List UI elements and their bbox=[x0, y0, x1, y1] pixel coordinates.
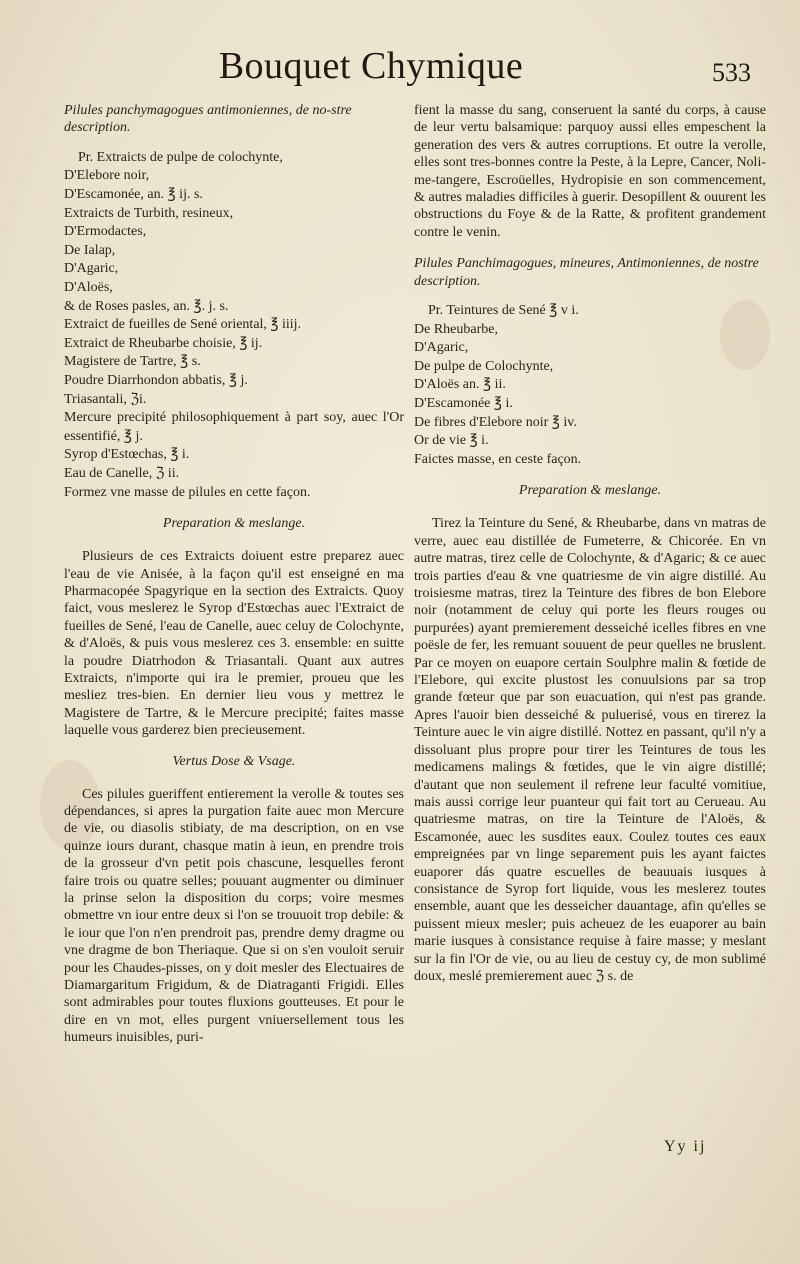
section-title: Pilules panchymagogues antimoniennes, de no-stre description. bbox=[64, 103, 352, 136]
ingredient-item: D'Elebore noir, bbox=[64, 168, 150, 184]
ingredient-item: D'Aloës, bbox=[64, 279, 113, 295]
ingredient-item: Faictes masse, en ceste façon. bbox=[414, 451, 582, 467]
ingredient-list bbox=[414, 321, 766, 470]
ingredient-item: & de Roses pasles, an. ℥. j. s. bbox=[64, 298, 229, 314]
ingredient-item: Magistere de Tartre, ℥ s. bbox=[64, 354, 201, 370]
ingredient-item: De Rheubarbe, bbox=[414, 321, 498, 337]
subheading-virtues: Vertus Dose & Vsage. bbox=[172, 753, 296, 769]
preparation-text: Plusieurs de ces Extraicts doiuent estre preparez auec l'eau de vie Anisée, à la façon qu'il est enseigné en ma Pharmacopée Spagyrique en la section des Extraicts. Quoy faict, vous meslerez le Syrop d'Estœchas auec l'Extraict de fueilles de Sené, l'eau de Canelle, auec celuy de Colochynte, & d'Aloës, & puis vous meslerez ces 3. ensemble: en suitte la poudre Diatrhodon & Triasantali. Quant aux autres Extraicts, n'importe qui ira le premier, proueu que les mesliez tres-bien. En dernier lieu vous y mettrez le Magistere de Tartre, & le Mercure precipité; faites masse laquelle vous garderez bien precieusement. bbox=[64, 549, 404, 739]
spacer bbox=[414, 241, 766, 255]
page-number: 533 bbox=[712, 58, 751, 87]
ingredient-item: Extraict de fueilles de Sené oriental, ℥ iiij. bbox=[64, 317, 302, 333]
subheading-preparation: Preparation & meslange. bbox=[162, 516, 306, 532]
ingredient-item: Or de vie ℥ i. bbox=[414, 433, 489, 449]
section-title: Pilules Panchimagogues, mineures, Antimoniennes, de nostre description. bbox=[414, 256, 759, 289]
virtues-text: Ces pilules gueriffent entierement la verolle & toutes ses dépendances, si apres la purgation faite auec mon Mercure de vie, ou diasolis stibiaty, de ma description, on en vse quinze iours durant, chasque matin à ieun, en prendre trois de la grosseur d'vn petit pois chascune, lesquelles feront faire trois ou quatre selles; pouuant augmenter ou diminuer la prinse selon la disposition du corps; voire mesmes obmettre vn iour entre deux si l'on se trouuoit trop debile: & le iour que l'on n'en prendroit pas, prendre demy dragme ou vne dragme de bon Theriaque. Que si on s'en vouloit seruir pour les Chaudes-pisses, on y doit mesler des Electuaires de Diamargaritum Frigidum, & de Diatraganti Frigidi. Elles sont admirables pour toutes fluxions goutteuses. Et pour le dire en vn mot, elles purgent vniuersellement tous les humeurs inuisibles, puri- bbox=[64, 786, 404, 1046]
recipe-closing: Formez vne masse de pilules en cette façon. bbox=[64, 484, 311, 500]
ingredient-list bbox=[64, 167, 404, 483]
continuation-text: fient la masse du sang, conseruent la santé du corps, à cause de leur vertu balsamique: parquoy aussi elles empeschent la generation des vers & autres corruptions. Et outre la verolle, elles sont tres-bonnes contre la Peste, à la Lepre, Cancer, Noli-me-tangere, Escroüelles, Hydropisie en son commencement, & autres maladies difficiles à guerir. Desopillent & ouurent les obstructions du Foye & de la Ratte, & profitent grandement contre le venin. bbox=[414, 103, 766, 240]
ingredient-item: Poudre Diarrhondon abbatis, ℥ j. bbox=[64, 372, 248, 388]
right-column bbox=[414, 102, 766, 985]
ingredient-item: D'Escamonée ℥ i. bbox=[414, 396, 513, 412]
recipe-intro: Pr. Extraicts de pulpe de colochynte, bbox=[78, 149, 283, 165]
ingredient-item: D'Aloës an. ℥ ii. bbox=[414, 377, 506, 393]
ingredient-item: De Ialap, bbox=[64, 242, 116, 258]
ingredient-item: Extraict de Rheubarbe choisie, ℥ ij. bbox=[64, 335, 263, 351]
ingredient-item: D'Agaric, bbox=[414, 340, 469, 356]
left-column bbox=[64, 102, 404, 1047]
recipe-intro: Pr. Teintures de Sené ℥ v i. bbox=[428, 303, 579, 319]
ingredient-item: De fibres d'Elebore noir ℥ iv. bbox=[414, 414, 577, 430]
ingredient-item: Extraicts de Turbith, resineux, bbox=[64, 205, 234, 221]
ingredient-item: D'Escamonée, an. ℥ ij. s. bbox=[64, 187, 203, 202]
ingredient-item: Mercure precipité philosophiquement à part soy, auec l'Or essentifié, ℥ j. bbox=[64, 410, 404, 444]
ingredient-item: De pulpe de Colochynte, bbox=[414, 358, 554, 374]
signature-mark: Yy ij bbox=[664, 1138, 707, 1155]
ingredient-item: D'Agaric, bbox=[64, 261, 119, 277]
preparation-text: Tirez la Teinture du Sené, & Rheubarbe, dans vn matras de verre, auec eau distillée de Fumeterre, & Chicorée. En vn autre matras, tirez celle de Colochynte, & d'Agaric; & ce auec trois parties d'eau & vne quatriesme de vin aigre distillé. Au troisiesme matras, tirez la Teinture des fibres de bon Elebore noir (notamment de celuy qui porte les fleurs rouges ou purpurées) ayant premierement desseiché icelles fibres en vne poësle de fer, les remuant souuent de peur quelles ne bruslent. Par ce moyen on euapore certain Soulphre malin & fœtide de l'Elebore, qui excite plustost les conuulsions par sa trop grande fœteur que par son euacuation, qui n'est pas grande. Apres l'auoir bien desseiché & puluerisé, vous en tirerez la Teinture auec le vin aigre distillé. Nottez en passant, qu'il n'y a dissoluant plus propre pour tirer les Teintures de tous les medicamens malings & fœtides, que le vin aigre distillé; d'autant que non seulement il refrene leur faculté vomitiue, mais aussi corrige leur puanteur qui fait tort au Cerueau. Au quatriesme matras, on tire la Teinture de l'Aloës, & Escamonée, auec les susdites eaux. Coulez toutes ces eaux empreignées par vn linge separement puis les ayant faictes euaporer dás quatre escuelles de beauuais iusques à consistance de Syrop fort liquide, vous les meslerez toutes ensemble, auant que les desseicher dauantage, afin qu'elles se puissent mieux mesler; puis acheuez de les euaporer au bain marie iusques à consistance requise à faire masse; y meslant sur la fin l'Or de vie, ou au lieu de cestuy cy, de mon sublimé doux, meslé premierement auec ℨ s. de bbox=[414, 516, 766, 984]
ingredient-item: Triasantali, ℨi. bbox=[64, 391, 147, 407]
ingredient-item: D'Ermodactes, bbox=[64, 224, 147, 240]
page-header bbox=[0, 44, 800, 94]
running-title: Bouquet Chymique bbox=[218, 45, 524, 87]
subheading-preparation: Preparation & meslange. bbox=[518, 483, 662, 499]
ingredient-item: Syrop d'Estœchas, ℥ i. bbox=[64, 447, 190, 463]
ingredient-item: Eau de Canelle, ℨ ii. bbox=[64, 465, 180, 481]
